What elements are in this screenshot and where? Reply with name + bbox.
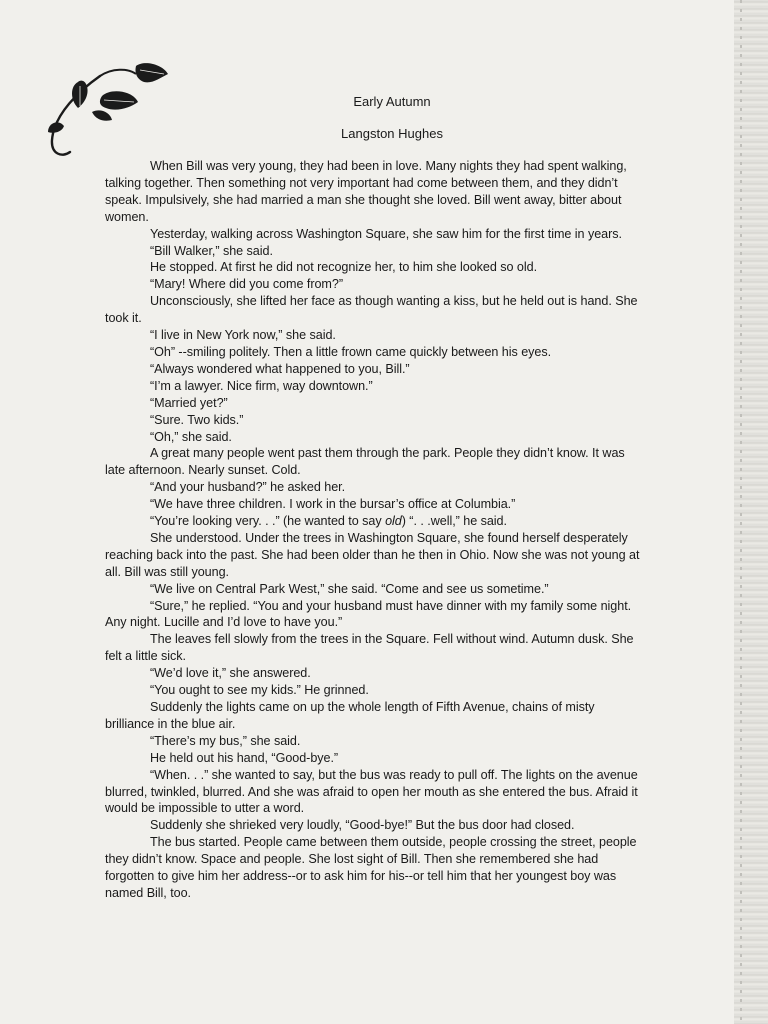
paragraph: “Sure,” he replied. “You and your husband must have dinner with my family some night. Any night. Lucille and I’d love to have you.” xyxy=(105,598,632,630)
paragraph: “Always wondered what happened to you, Bill.” xyxy=(150,361,410,376)
paragraph: “Oh” --smiling politely. Then a little frown came quickly between his eyes. xyxy=(150,344,552,359)
scan-edge xyxy=(734,0,768,1024)
paragraph: “We live on Central Park West,” she said. “Come and see us sometime.” xyxy=(150,581,549,596)
paragraph: A great many people went past them through the park. People they didn’t know. It was late afternoon. Nearly sunset. Cold. xyxy=(105,446,625,478)
paragraph: The bus started. People came between them outside, people crossing the street, people they didn’t know. Space and people. She lost sight of Bill. Then she remembered she had forgotten to give him her address--or to ask him for his--or tell him that her youngest boy was named Bill, too. xyxy=(105,835,637,900)
paragraph: “You ought to see my kids.” He grinned. xyxy=(150,683,369,698)
paragraph: The leaves fell slowly from the trees in the Square. Fell without wind. Autumn dusk. She felt a little sick. xyxy=(105,632,634,664)
paragraph: Suddenly the lights came on up the whole length of Fifth Avenue, chains of misty brilliance in the blue air. xyxy=(105,700,595,731)
paragraph: He held out his hand, “Good-bye.” xyxy=(150,750,339,765)
paragraph: He stopped. At first he did not recognize her, to him she looked so old. xyxy=(150,260,538,275)
story-author: Langston Hughes xyxy=(341,126,443,141)
paragraph: “Oh,” she said. xyxy=(150,429,232,444)
paragraph: Unconsciously, she lifted her face as though wanting a kiss, but he held out is hand. She took it. xyxy=(105,294,638,326)
paragraph-text: ) “. . .well,” he said. xyxy=(401,514,507,529)
paragraph: “There’s my bus,” she said. xyxy=(150,733,301,748)
paragraph: She understood. Under the trees in Washington Square, she found herself desperately reaching back into the past. She had been older than he then in Ohio. Now she was not young at all. Bill was still young. xyxy=(105,530,640,579)
paragraph: “When. . .” she wanted to say, but the bus was ready to pull off. The lights on the avenue blurred, twinkled, blurred. And she was afraid to open her mouth as she entered the bus. Afraid it would be impossible to utter a word. xyxy=(105,767,638,816)
paragraph-text: “You’re looking very. . .” (he wanted to say xyxy=(150,514,386,529)
paragraph: “I live in New York now,” she said. xyxy=(150,328,336,343)
paragraph: When Bill was very young, they had been in love. Many nights they had spent walking, talking together. Then something not very important had come between them, and they didn’t speak. Impulsively, she had married a man she thought she loved. Bill went away, bitter about women. xyxy=(105,159,627,224)
paragraph: “And your husband?” he asked her. xyxy=(150,480,346,495)
paragraph: Suddenly she shrieked very loudly, “Good-bye!” But the bus door had closed. xyxy=(150,818,575,833)
paragraph: “Married yet?” xyxy=(150,395,228,410)
paragraph: “Mary! Where did you come from?” xyxy=(150,277,343,292)
paragraph: “Sure. Two kids.” xyxy=(150,412,244,427)
paragraph xyxy=(105,513,645,530)
paragraph: “We’d love it,” she answered. xyxy=(150,666,311,681)
paragraph: Yesterday, walking across Washington Square, she saw him for the first time in years. xyxy=(150,226,622,241)
leaf-ornament-icon xyxy=(40,62,175,162)
paragraph: “Bill Walker,” she said. xyxy=(150,243,273,258)
paragraph: “We have three children. I work in the bursar’s office at Columbia.” xyxy=(150,497,516,512)
paragraph: “I’m a lawyer. Nice firm, way downtown.” xyxy=(150,378,373,393)
italic-word: old xyxy=(385,514,402,529)
story-body xyxy=(105,158,645,902)
story-title: Early Autumn xyxy=(353,94,431,109)
